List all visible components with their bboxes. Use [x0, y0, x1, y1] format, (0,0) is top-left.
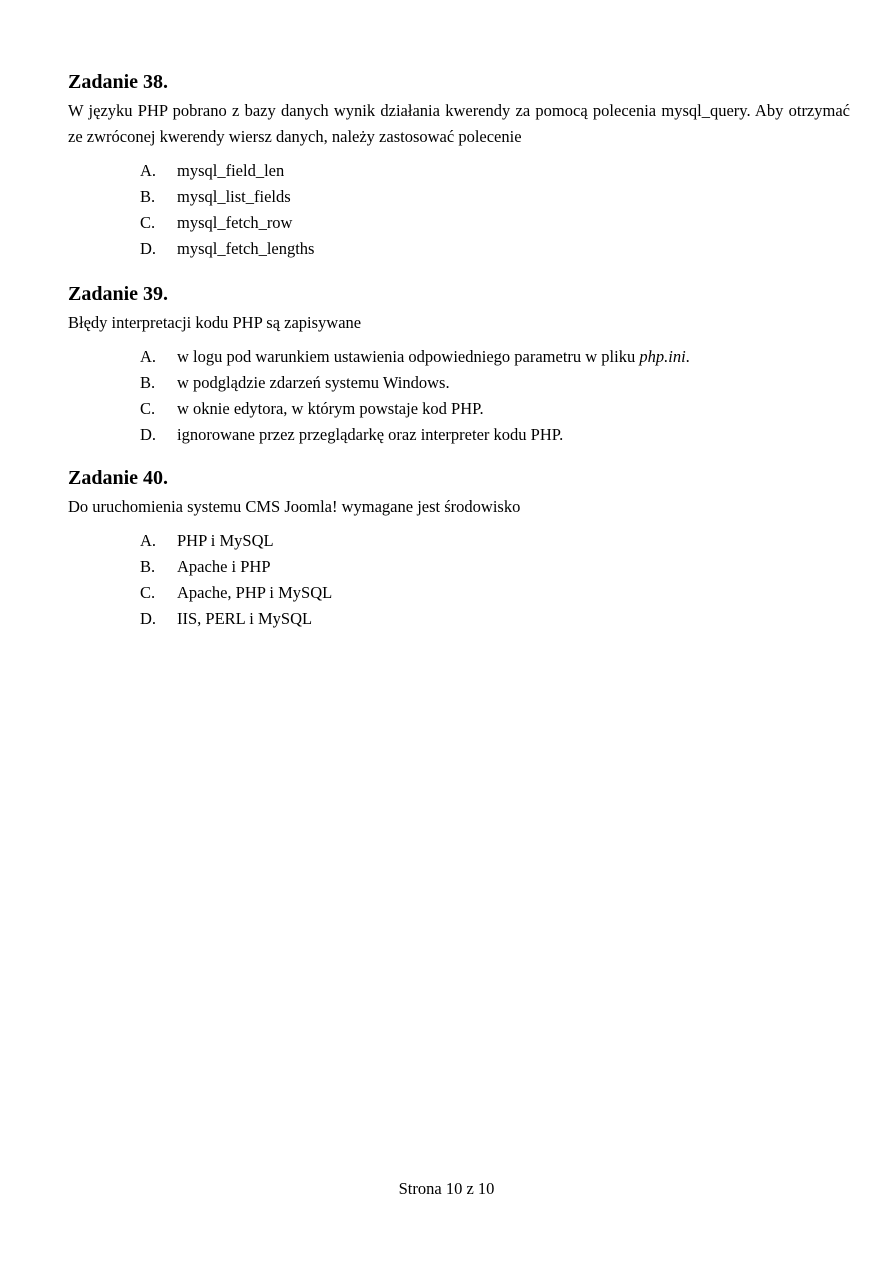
option-text: Apache, PHP i MySQL	[177, 583, 333, 602]
answer-options	[68, 158, 850, 262]
task-question: Błędy interpretacji kodu PHP są zapisywane	[68, 313, 362, 332]
option-text: mysql_field_len	[177, 161, 285, 180]
option-text: w podglądzie zdarzeń systemu Windows.	[177, 373, 450, 392]
option-text	[177, 344, 690, 370]
option-letter: D.	[140, 239, 157, 258]
option-text: IIS, PERL i MySQL	[177, 609, 313, 628]
page-number: Strona 10 z 10	[398, 1179, 495, 1198]
answer-option-c	[140, 210, 850, 236]
answer-option-d	[140, 236, 850, 262]
answer-option-d	[140, 422, 850, 448]
option-letter: C.	[140, 213, 156, 232]
answer-option-c	[140, 580, 850, 606]
task-39	[68, 282, 850, 448]
answer-option-d	[140, 606, 850, 632]
option-text: mysql_fetch_row	[177, 213, 293, 232]
task-question: Do uruchomienia systemu CMS Joomla! wymagane jest środowisko	[68, 497, 521, 516]
answer-option-b	[140, 184, 850, 210]
answer-options	[68, 528, 850, 632]
option-letter: A.	[140, 347, 157, 366]
option-letter: B.	[140, 187, 156, 206]
option-letter: A.	[140, 531, 157, 550]
answer-option-b	[140, 554, 850, 580]
answer-option-a	[140, 158, 850, 184]
option-text: mysql_fetch_lengths	[177, 239, 315, 258]
option-text: mysql_list_fields	[177, 187, 291, 206]
answer-option-c	[140, 396, 850, 422]
option-letter: D.	[140, 425, 157, 444]
answer-options	[68, 344, 850, 448]
option-letter: A.	[140, 161, 157, 180]
option-letter: B.	[140, 557, 156, 576]
answer-option-a	[140, 344, 850, 370]
option-text-main: w logu pod warunkiem ustawienia odpowiedniego parametru w pliku	[177, 347, 640, 366]
task-title: Zadanie 38.	[68, 71, 169, 93]
filename-italic: php.ini	[639, 347, 686, 366]
option-letter: C.	[140, 583, 156, 602]
option-text: w oknie edytora, w którym powstaje kod PHP.	[177, 399, 484, 418]
option-letter: D.	[140, 609, 157, 628]
option-letter: C.	[140, 399, 156, 418]
task-title: Zadanie 40.	[68, 467, 169, 489]
option-text: PHP i MySQL	[177, 531, 274, 550]
option-text-end: .	[685, 347, 690, 366]
task-question: W języku PHP pobrano z bazy danych wynik działania kwerendy za pomocą polecenia mysql_query. Aby otrzymać ze zwróconej kwerendy wiersz danych, należy zastosować polecenie	[68, 101, 850, 146]
option-text: ignorowane przez przeglądarkę oraz interpreter kodu PHP.	[177, 425, 564, 444]
task-38	[68, 70, 850, 262]
task-40	[68, 466, 850, 632]
answer-option-a	[140, 528, 850, 554]
option-text: Apache i PHP	[177, 557, 271, 576]
answer-option-b	[140, 370, 850, 396]
option-letter: B.	[140, 373, 156, 392]
task-title: Zadanie 39.	[68, 283, 169, 305]
